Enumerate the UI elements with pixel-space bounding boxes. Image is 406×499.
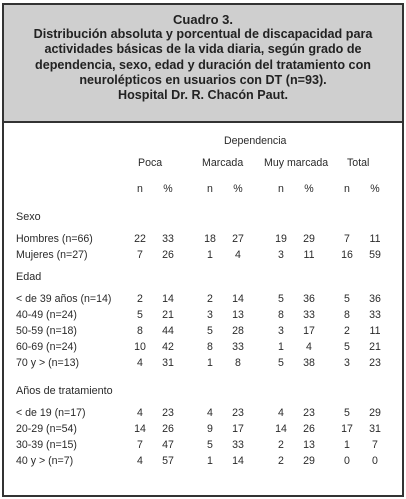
table-cell: 8: [137, 325, 143, 337]
table-cell: 4: [235, 249, 241, 261]
table-cell: 47: [162, 439, 174, 451]
table-cell: 14: [232, 293, 244, 305]
subheader-n: n: [344, 183, 350, 195]
table-cell: 36: [303, 293, 315, 305]
table-cell: 38: [303, 357, 315, 369]
group-header-total: Total: [347, 157, 370, 169]
table-cell: 3: [207, 309, 213, 321]
subheader-pct: %: [370, 183, 380, 195]
table-cell: 26: [303, 423, 315, 435]
table-cell: 42: [162, 341, 174, 353]
table-cell: 18: [204, 233, 216, 245]
caption-line: Hospital Dr. R. Chacón Paut.: [117, 88, 289, 103]
table-cell: 26: [162, 423, 174, 435]
table-cell: 33: [232, 439, 244, 451]
table-cell: 33: [162, 233, 174, 245]
table-cell: 19: [275, 233, 287, 245]
table-cell: 8: [207, 341, 213, 353]
table-cell: 1: [344, 439, 350, 451]
table-cell: 5: [207, 325, 213, 337]
table-cell: 33: [303, 309, 315, 321]
table-cell: 9: [207, 423, 213, 435]
table-cell: 23: [369, 357, 381, 369]
table-cell: 0: [372, 455, 378, 467]
table-cell: 17: [232, 423, 244, 435]
table-cell: 3: [278, 249, 284, 261]
group-header-marcada: Marcada: [202, 157, 244, 169]
group-header-muy-marcada: Muy marcada: [264, 157, 329, 169]
row-label: 40-49 (n=24): [16, 309, 77, 321]
row-label: 60-69 (n=24): [16, 341, 77, 353]
subheader-n: n: [137, 183, 143, 195]
table-cell: 8: [235, 357, 241, 369]
table-cell: 13: [232, 309, 244, 321]
table-body: [4, 123, 402, 495]
table-cell: 5: [344, 293, 350, 305]
table-cell: 3: [344, 357, 350, 369]
table-cell: 14: [134, 423, 146, 435]
table-cell: 0: [344, 455, 350, 467]
section-title: Edad: [16, 271, 42, 283]
table-cell: 29: [303, 455, 315, 467]
table-cell: 26: [162, 249, 174, 261]
caption-line: actividades básicas de la vida diaria, según grado de: [44, 42, 362, 57]
table-cell: 5: [344, 407, 350, 419]
table-cell: 1: [207, 249, 213, 261]
row-label: < de 39 años (n=14): [16, 293, 112, 305]
table-cell: 8: [278, 309, 284, 321]
table-cell: 4: [278, 407, 284, 419]
row-label: Hombres (n=66): [16, 233, 93, 245]
table-cell: 5: [137, 309, 143, 321]
subheader-n: n: [207, 183, 213, 195]
caption-line: dependencia, sexo, edad y duración del tratamiento con: [35, 57, 371, 72]
table-cell: 2: [344, 325, 350, 337]
table-cell: 31: [369, 423, 381, 435]
caption-line: Distribución absoluta y porcentual de discapacidad para: [33, 27, 373, 42]
table-cell: 27: [232, 233, 244, 245]
subheader-pct: %: [233, 183, 243, 195]
table-cell: 4: [306, 341, 312, 353]
table-cell: 4: [137, 357, 143, 369]
row-label: 30-39 (n=15): [16, 439, 77, 451]
super-header: Dependencia: [224, 135, 287, 147]
table-cell: 16: [341, 249, 353, 261]
table-cell: 31: [162, 357, 174, 369]
table-cell: 7: [137, 249, 143, 261]
table-cell: 4: [207, 407, 213, 419]
subheader-pct: %: [163, 183, 173, 195]
table-cell: 23: [232, 407, 244, 419]
table-cell: 23: [303, 407, 315, 419]
table-cell: 1: [207, 455, 213, 467]
table-frame: [2, 3, 404, 497]
table-cell: 5: [278, 293, 284, 305]
table-cell: 2: [278, 439, 284, 451]
table-cell: 10: [134, 341, 146, 353]
table-cell: 1: [207, 357, 213, 369]
table-cell: 5: [278, 357, 284, 369]
row-label: 40 y > (n=7): [16, 455, 74, 467]
row-label: 50-59 (n=18): [16, 325, 77, 337]
table-cell: 17: [341, 423, 353, 435]
table-cell: 14: [232, 455, 244, 467]
table-cell: 14: [275, 423, 287, 435]
table-cell: 5: [344, 341, 350, 353]
table-cell: 29: [303, 233, 315, 245]
table-cell: 29: [369, 407, 381, 419]
table-cell: 21: [369, 341, 381, 353]
table-cell: 33: [369, 309, 381, 321]
table-cell: 11: [369, 325, 381, 337]
table-cell: 11: [303, 249, 315, 261]
section-title: Años de tratamiento: [16, 385, 113, 397]
table-cell: 23: [162, 407, 174, 419]
table-cell: 22: [134, 233, 146, 245]
table-cell: 44: [162, 325, 174, 337]
table-cell: 7: [344, 233, 350, 245]
subheader-pct: %: [304, 183, 314, 195]
row-label: < de 19 (n=17): [16, 407, 86, 419]
table-cell: 3: [278, 325, 284, 337]
table-cell: 4: [137, 455, 143, 467]
subheader-n: n: [278, 183, 284, 195]
table-caption: [4, 5, 402, 123]
table-cell: 1: [278, 341, 284, 353]
table-cell: 2: [137, 293, 143, 305]
table-cell: 28: [232, 325, 244, 337]
row-label: 20-29 (n=54): [16, 423, 77, 435]
table-cell: 33: [232, 341, 244, 353]
table-cell: 17: [303, 325, 315, 337]
table-cell: 36: [369, 293, 381, 305]
table-cell: 57: [162, 455, 174, 467]
table-cell: 11: [369, 233, 381, 245]
table-cell: 2: [207, 293, 213, 305]
table-cell: 7: [137, 439, 143, 451]
table-cell: 4: [137, 407, 143, 419]
table-cell: 5: [207, 439, 213, 451]
row-label: Mujeres (n=27): [16, 249, 88, 261]
table-cell: 2: [278, 455, 284, 467]
caption-line: neurolépticos en usuarios con DT (n=93).: [79, 72, 327, 87]
group-header-poca: Poca: [138, 157, 163, 169]
row-label: 70 y > (n=13): [16, 357, 80, 369]
table-cell: 59: [369, 249, 381, 261]
table-cell: 21: [162, 309, 174, 321]
caption-title: Cuadro 3.: [173, 12, 233, 27]
table-cell: 7: [372, 439, 378, 451]
section-title: Sexo: [16, 211, 41, 223]
table-cell: 13: [303, 439, 315, 451]
table-cell: 8: [344, 309, 350, 321]
table-cell: 14: [162, 293, 174, 305]
